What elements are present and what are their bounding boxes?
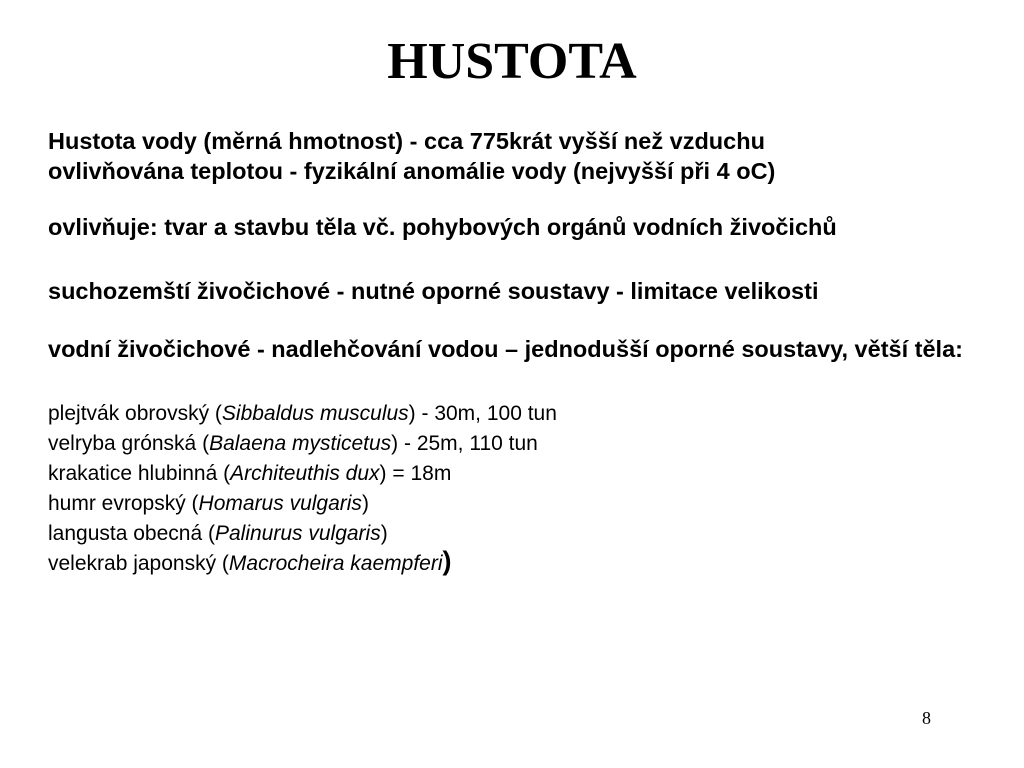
page-number: 8 [922,708,931,728]
species-latin-name: Sibbaldus musculus [221,402,409,425]
species-details: ) [442,546,452,576]
species-common-name: velryba grónská ( [48,432,210,455]
species-latin-name: Balaena mysticetus [209,432,392,455]
species-item [48,546,998,579]
species-item [48,519,998,549]
species-common-name: krakatice hlubinná ( [48,462,231,485]
slide-content [48,126,998,579]
species-item [48,459,998,489]
aquatic-animals-paragraph: vodní živočichové - nadlehčování vodou – jednodušší oporné soustavy, větší těla: [48,336,963,362]
species-details: ) [380,522,388,545]
species-common-name: langusta obecná ( [48,522,215,545]
species-common-name: humr evropský ( [48,492,199,515]
terrestrial-animals-paragraph: suchozemští živočichové - nutné oporné soustavy - limitace velikosti [48,278,819,304]
slide-title: HUSTOTA [387,33,637,90]
species-list [48,399,998,579]
species-details: ) - 25m, 110 tun [391,432,538,455]
species-item [48,399,998,429]
body-shape-paragraph: ovlivňuje: tvar a stavbu těla vč. pohybových orgánů vodních živočichů [48,214,837,240]
species-latin-name: Macrocheira kaempferi [228,552,443,575]
density-line-2: ovlivňována teplotou - fyzikální anomálie vody (nejvyšší při 4 oC) [48,158,776,184]
species-common-name: velekrab japonský ( [48,552,229,575]
species-latin-name: Homarus vulgaris [198,492,362,515]
species-details: ) = 18m [379,462,452,485]
species-item [48,429,998,459]
density-line-1: Hustota vody (měrná hmotnost) - cca 775krát vyšší než vzduchu [48,128,765,154]
species-details: ) - 30m, 100 tun [408,402,557,425]
species-latin-name: Palinurus vulgaris [214,522,381,545]
species-latin-name: Architeuthis dux [230,462,380,485]
species-item [48,489,998,519]
species-common-name: plejtvák obrovský ( [48,402,222,425]
species-details: ) [361,492,369,515]
